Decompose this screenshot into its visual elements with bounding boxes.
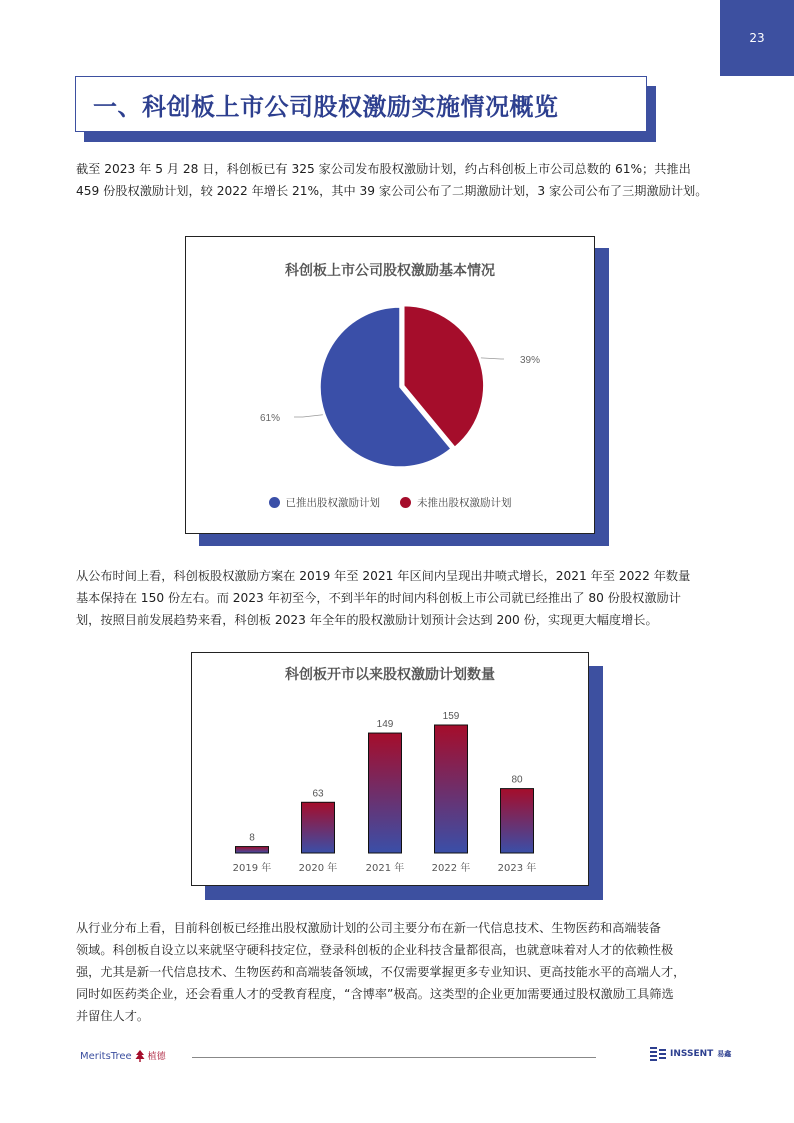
bar-chart-title: 科创板开市以来股权激励计划数量	[285, 667, 495, 683]
industry-paragraph	[76, 917, 721, 1027]
inssent-logo	[650, 1046, 731, 1062]
pie-legend	[186, 495, 594, 510]
page-number: 23	[720, 0, 794, 76]
pie-value-label: 61%	[259, 413, 280, 424]
pie-leader-line	[294, 415, 323, 417]
section-title-box	[75, 76, 647, 132]
meritstree-logo	[80, 1049, 166, 1062]
bar-value-label: 80	[511, 774, 523, 786]
bar-category-label: 2020 年	[298, 863, 338, 874]
legend-swatch-blue	[269, 497, 280, 508]
bar-category-label: 2021 年	[365, 863, 405, 874]
bar-value-label: 149	[376, 719, 394, 731]
bar-chart	[192, 685, 587, 885]
bar	[435, 725, 468, 853]
legend-label: 未推出股权激励计划	[417, 497, 512, 509]
paragraph-line: 同时如医药类企业，还会看重人才的受教育程度，“含博率”极高。这类型的企业更加需要通过股权激励工具筛选	[76, 987, 674, 1001]
bar-value-label: 8	[249, 832, 255, 844]
legend-item-launched	[269, 495, 381, 510]
pie-chart-panel	[185, 236, 595, 534]
paragraph-line: 划，按照目前发展趋势来看，科创板 2023 年全年的股权激励计划预计会达到 200 份，实现更大幅度增长。	[76, 613, 658, 627]
paragraph-line: 并留住人才。	[76, 1009, 150, 1023]
meritstree-logo-cn: 植德	[147, 1052, 166, 1062]
pie-chart-title: 科创板上市公司股权激励基本情况	[285, 263, 495, 279]
bar-category-label: 2022 年	[431, 863, 471, 874]
section-title: 一、科创板上市公司股权激励实施情况概览	[93, 92, 559, 121]
inssent-logo-cn: 易鑫	[717, 1050, 732, 1058]
legend-swatch-red	[400, 497, 411, 508]
timeline-paragraph	[76, 565, 721, 631]
bar-value-label: 159	[442, 711, 460, 722]
bar	[501, 789, 534, 853]
legend-label: 已推出股权激励计划	[285, 497, 380, 509]
bar	[236, 847, 269, 853]
paragraph-line: 从公布时间上看，科创板股权激励方案在 2019 年至 2021 年区间内呈现出井喷式增长，2021 年至 2022 年数量	[76, 569, 691, 583]
bar-category-label: 2019 年	[232, 863, 272, 874]
bar-chart-panel	[191, 652, 589, 886]
paragraph-line: 459 份股权激励计划，较 2022 年增长 21%，其中 39 家公司公布了二期激励计划，3 家公司公布了三期激励计划。	[76, 184, 708, 198]
inssent-logo-text: INSSENT	[670, 1049, 714, 1059]
intro-paragraph	[76, 158, 721, 202]
meritstree-logo-text: MeritsTree	[80, 1051, 132, 1062]
legend-item-not-launched	[400, 495, 512, 510]
bar-category-label: 2023 年	[497, 863, 537, 874]
paragraph-line: 从行业分布上看，目前科创板已经推出股权激励计划的公司主要分布在新一代信息技术、生物医药和高端装备	[76, 921, 661, 935]
paragraph-line: 基本保持在 150 份左右。而 2023 年初至今，不到半年的时间内科创板上市公司就已经推出了 80 份股权激励计	[76, 591, 681, 605]
paragraph-line: 截至 2023 年 5 月 28 日，科创板已有 325 家公司发布股权激励计划，约占科创板上市公司总数的 61%；共推出	[76, 162, 691, 176]
paragraph-line: 领域。科创板自设立以来就坚守硬科技定位，登录科创板的企业科技含量都很高，也就意味着对人才的依赖性极	[76, 943, 674, 957]
bar	[369, 733, 402, 853]
bar	[302, 802, 335, 853]
inssent-mark-icon	[650, 1046, 666, 1062]
bar-value-label: 63	[312, 788, 324, 800]
pie-value-label: 39%	[520, 355, 541, 366]
tree-icon	[135, 1050, 145, 1062]
pie-leader-line	[481, 358, 504, 359]
footer-divider	[192, 1057, 596, 1058]
paragraph-line: 强，尤其是新一代信息技术、生物医药和高端装备领域，不仅需要掌握更多专业知识、更高技能水平的高端人才，	[76, 965, 686, 979]
